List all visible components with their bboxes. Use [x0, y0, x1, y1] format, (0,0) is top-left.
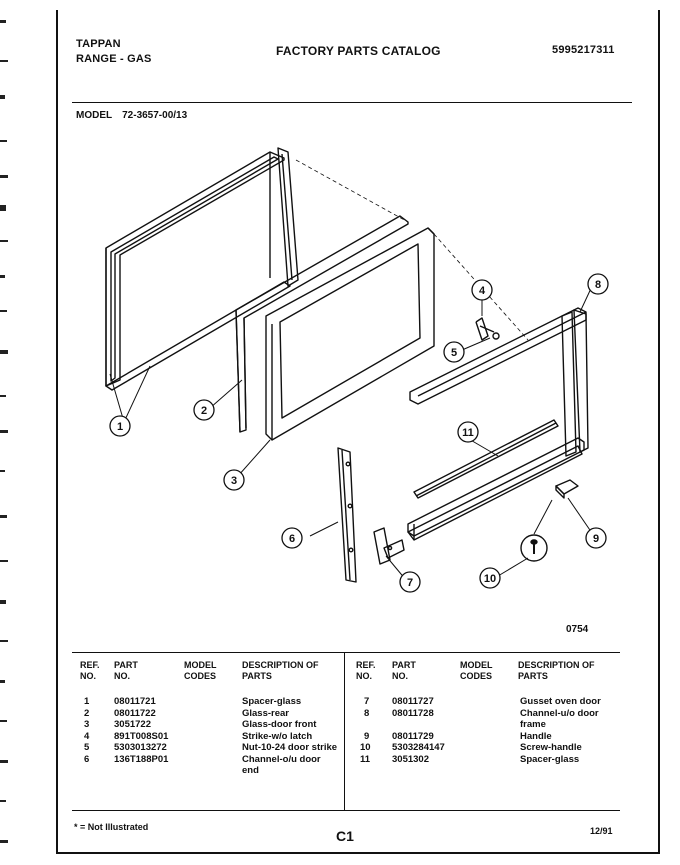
callout-11: 11 — [462, 427, 474, 439]
callout-5: 5 — [450, 347, 458, 359]
part-screw — [521, 535, 547, 561]
table-row: 2 08011722 Glass-rear — [84, 707, 290, 719]
model-line — [76, 110, 197, 121]
catalog-number: 5995217311 — [552, 44, 615, 56]
header-rule — [72, 102, 632, 103]
callout-1: 1 — [116, 421, 124, 433]
part-strike-and-nut — [476, 318, 499, 340]
callout-3: 3 — [230, 475, 238, 487]
part-channel-upper-frame — [410, 308, 588, 456]
table-row: 6 136T188P01 Channel-o/u door — [84, 753, 321, 765]
table-column-divider — [344, 652, 345, 810]
callout-2: 2 — [200, 405, 208, 417]
parts-list-left — [80, 696, 342, 777]
part-handle — [556, 480, 578, 498]
figure-code: 0754 — [566, 624, 589, 635]
header-ref-no-right: REF. NO. — [356, 660, 376, 681]
callout-6: 6 — [288, 533, 296, 545]
table-row-continuation: frame — [520, 719, 546, 730]
table-row: 11 3051302 Spacer-glass — [360, 753, 580, 765]
table-top-rule — [72, 652, 620, 653]
header-model-codes-right: MODEL CODES — [460, 660, 493, 681]
table-row: 10 5303284147 Screw-handle — [360, 742, 582, 753]
table-row: 7 08011727 Gusset oven door — [364, 696, 601, 707]
table-bottom-rule — [72, 810, 620, 811]
part-glass-rear — [236, 216, 408, 432]
page-number: C1 — [336, 828, 354, 844]
part-channel-end — [338, 448, 356, 582]
callout-7: 7 — [406, 577, 414, 589]
revision-date: 12/91 — [590, 826, 613, 836]
model-label: MODEL — [76, 110, 113, 121]
model-number: 72-3657-00/13 — [122, 110, 188, 121]
table-row: 5 5303013272 Nut-10-24 door strike — [84, 742, 338, 753]
header-part-no-right: PART NO. — [392, 660, 416, 681]
product-type: RANGE - GAS — [76, 53, 152, 65]
callout-9: 9 — [592, 533, 600, 545]
exploded-parts-diagram — [58, 130, 638, 610]
table-row: 3 3051722 Glass-door front — [84, 719, 317, 730]
callout-4: 4 — [478, 285, 486, 297]
table-row: 8 08011728 Channel-u/o door — [364, 707, 599, 719]
part-glass-door-front — [266, 228, 434, 440]
table-row: 9 08011729 Handle — [364, 730, 552, 742]
table-row-continuation: end — [242, 765, 259, 776]
table-row: 1 08011721 Spacer-glass — [84, 696, 302, 707]
header-model-codes: MODEL CODES — [184, 660, 217, 681]
parts-list-right — [356, 696, 620, 765]
callout-8: 8 — [594, 279, 602, 291]
not-illustrated-note: * = Not Illustrated — [74, 822, 149, 832]
header-part-no: PART NO. — [114, 660, 138, 681]
header-ref-no: REF. NO. — [80, 660, 100, 681]
header-description: DESCRIPTION OF PARTS — [242, 660, 319, 681]
header-description-right: DESCRIPTION OF PARTS — [518, 660, 595, 681]
table-row: 4 891T008S01 Strike-w/o latch — [84, 730, 313, 742]
scan-binding-edge — [0, 0, 10, 865]
brand-name: TAPPAN — [76, 38, 121, 50]
catalog-title: FACTORY PARTS CATALOG — [276, 44, 441, 58]
part-gusset — [374, 528, 404, 564]
part-spacer-glass-rear-frame — [106, 148, 298, 390]
callout-10: 10 — [483, 573, 497, 585]
